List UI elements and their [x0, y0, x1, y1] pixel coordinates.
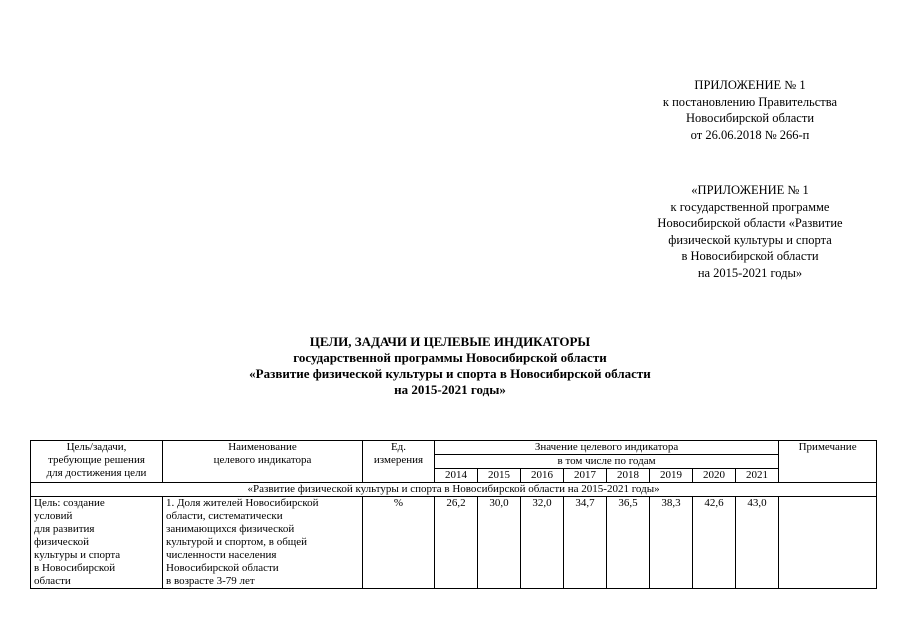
year-header: 2015 — [478, 469, 521, 483]
table-row — [31, 497, 877, 589]
appendix-2-line: к государственной программе — [670, 199, 830, 214]
header-by-years: в том числе по годам — [435, 455, 779, 469]
value-cell: 26,2 — [435, 497, 478, 589]
indicators-table — [30, 440, 877, 589]
appendix-1-line: ПРИЛОЖЕНИЕ № 1 — [694, 78, 806, 92]
appendix-1-line: Новосибирской области — [685, 111, 815, 125]
appendix-1-line: к постановлению Правительства — [662, 94, 838, 109]
note-cell — [779, 497, 877, 589]
appendix-2-line: Новосибирской области «Развитие — [657, 216, 843, 230]
value-cell: 34,7 — [564, 497, 607, 589]
appendix-2-line: «ПРИЛОЖЕНИЕ № 1 — [691, 183, 809, 197]
title-line: ЦЕЛИ, ЗАДАЧИ И ЦЕЛЕВЫЕ ИНДИКАТОРЫ — [309, 334, 591, 349]
value-cell: 30,0 — [478, 497, 521, 589]
value-cell: 36,5 — [607, 497, 650, 589]
appendix-2-line: в Новосибирской области — [681, 249, 819, 263]
year-header: 2014 — [435, 469, 478, 483]
year-header: 2021 — [736, 469, 779, 483]
value-cell: 43,0 — [736, 497, 779, 589]
section-title-row: «Развитие физической культуры и спорта в Новосибирской области на 2015-2021 годы» — [31, 483, 877, 497]
header-note: Примечание — [779, 441, 877, 483]
value-cell: 32,0 — [521, 497, 564, 589]
value-cell: 38,3 — [650, 497, 693, 589]
year-header: 2017 — [564, 469, 607, 483]
appendix-2-block — [610, 182, 890, 281]
value-cell: 42,6 — [693, 497, 736, 589]
goal-cell: Цель: создание условий для развития физической культуры и спорта в Новосибирской области — [31, 497, 163, 589]
year-header: 2020 — [693, 469, 736, 483]
title-line: «Развитие физической культуры и спорта в Новосибирской области — [249, 366, 651, 381]
year-header: 2018 — [607, 469, 650, 483]
year-header: 2016 — [521, 469, 564, 483]
appendix-1-block — [630, 77, 870, 143]
header-unit: Ед. измерения — [363, 441, 435, 483]
title-line: на 2015-2021 годы» — [394, 382, 506, 397]
year-header: 2019 — [650, 469, 693, 483]
appendix-2-line: на 2015-2021 годы» — [697, 265, 803, 280]
header-goal: Цель/задачи, требующие решения для достижения цели — [31, 441, 163, 483]
header-values: Значение целевого индикатора — [435, 441, 779, 455]
indicator-cell: 1. Доля жителей Новосибирской области, систематически занимающихся физической культурой и спортом, в общей численности населения Новосибирской области в возрасте 3-79 лет — [163, 497, 363, 589]
unit-cell: % — [363, 497, 435, 589]
header-indicator: Наименование целевого индикатора — [163, 441, 363, 483]
document-title — [150, 334, 750, 398]
appendix-1-line: от 26.06.2018 № 266-п — [690, 127, 810, 142]
appendix-2-line: физической культуры и спорта — [668, 232, 832, 247]
title-line: государственной программы Новосибирской области — [293, 350, 607, 365]
